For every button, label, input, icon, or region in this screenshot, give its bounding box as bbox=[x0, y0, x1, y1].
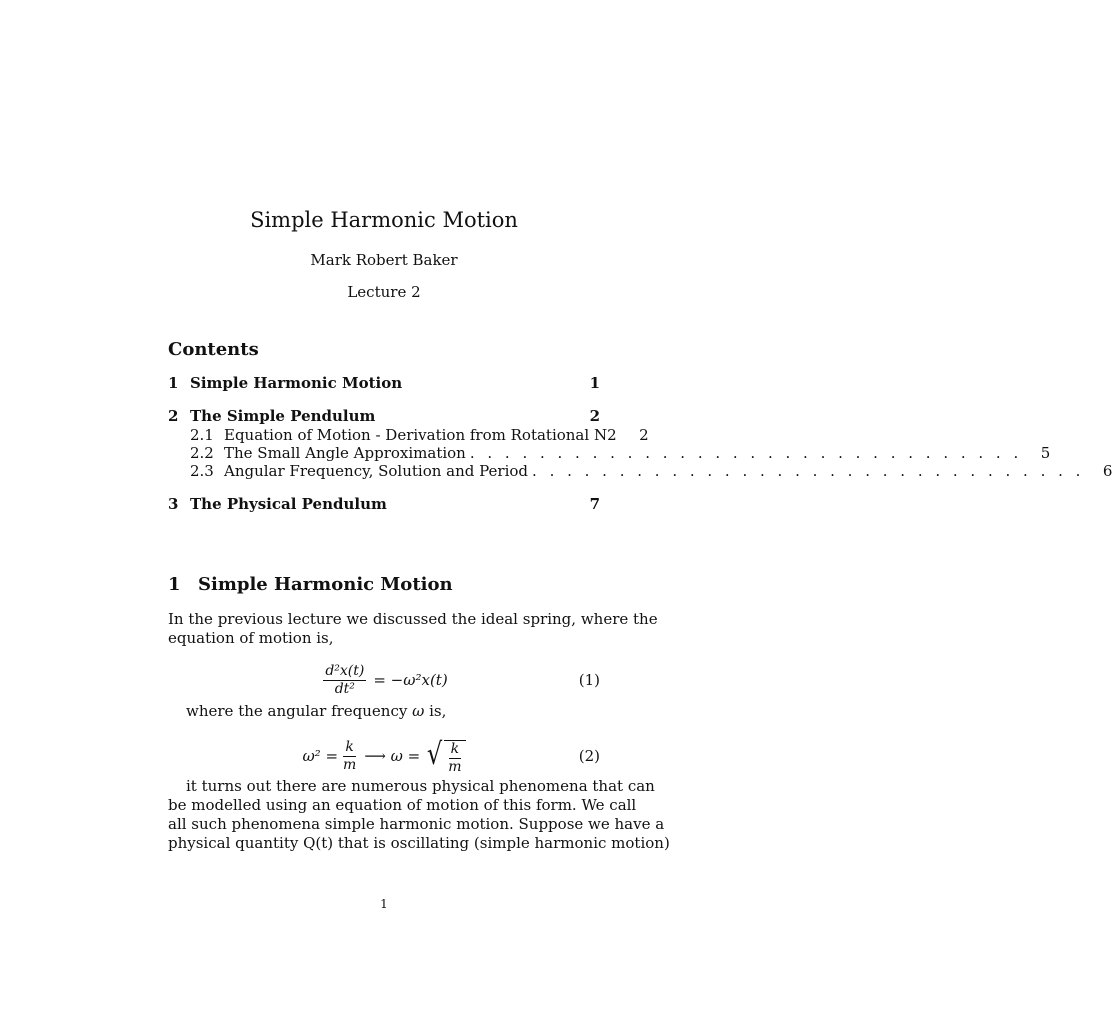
toc-entry-label: Simple Harmonic Motion bbox=[190, 374, 403, 392]
document-author: Mark Robert Baker bbox=[310, 251, 458, 269]
document-lecture: Lecture 2 bbox=[347, 283, 421, 301]
toc-entry-number: 2.3 bbox=[190, 462, 214, 480]
equation-lhs: ω² = bbox=[302, 747, 339, 765]
toc-entry-number: 3 bbox=[168, 495, 179, 513]
square-root bbox=[425, 737, 465, 776]
equation-2 bbox=[168, 736, 600, 776]
equation-arrow: ⟶ ω = bbox=[364, 747, 421, 765]
toc-entry-2-1[interactable] bbox=[168, 425, 649, 445]
toc-entry-2[interactable] bbox=[168, 406, 600, 426]
equation-number: (1) bbox=[578, 671, 600, 689]
fraction-denominator: m bbox=[448, 758, 462, 775]
text-line: be modelled using an equation of motion of this form. We call bbox=[168, 796, 637, 814]
equation-fraction bbox=[323, 663, 366, 698]
text-line: all such phenomena simple harmonic motion. Suppose we have a bbox=[168, 815, 665, 833]
text-line: In the previous lecture we discussed the ideal spring, where the bbox=[168, 610, 658, 628]
text-line: it turns out there are numerous physical phenomena that can bbox=[186, 777, 655, 795]
equation-rhs: = −ω²x(t) bbox=[373, 671, 448, 689]
equation-1 bbox=[168, 660, 600, 700]
toc-entry-page: 5 bbox=[1040, 444, 1051, 462]
text-line: equation of motion is, bbox=[168, 629, 334, 647]
page-number: 1 bbox=[380, 897, 388, 911]
paragraph-phenomena bbox=[168, 777, 670, 853]
toc-entry-page: 6 bbox=[1102, 462, 1112, 480]
fraction-numerator: k bbox=[450, 740, 460, 757]
toc-leader: . . . . . . . . . . . . . . . . . . . . . . . . . . . . . . . . bbox=[532, 462, 1085, 480]
fraction-denominator: dt² bbox=[334, 680, 355, 697]
paragraph-angular-frequency bbox=[168, 702, 600, 721]
equation-fraction bbox=[446, 741, 463, 776]
toc-entry-number: 2 bbox=[168, 407, 179, 425]
toc-entry-page: 7 bbox=[589, 495, 600, 513]
toc-entry-label: Equation of Motion - Derivation from Rotational N2 bbox=[224, 426, 617, 444]
toc-entry-label: The Small Angle Approximation bbox=[224, 444, 466, 462]
fraction-denominator: m bbox=[343, 756, 357, 773]
section-title: Simple Harmonic Motion bbox=[198, 574, 453, 595]
toc-entry-3[interactable] bbox=[168, 494, 600, 514]
toc-entry-1[interactable] bbox=[168, 373, 600, 393]
toc-entry-number: 2.1 bbox=[190, 426, 214, 444]
toc-entry-label: Angular Frequency, Solution and Period bbox=[224, 462, 529, 480]
equation-number: (2) bbox=[578, 747, 600, 765]
section-number: 1 bbox=[168, 574, 181, 595]
toc-entry-label: The Physical Pendulum bbox=[190, 495, 387, 513]
radical-sign-icon: √ bbox=[427, 736, 443, 772]
text-line: physical quantity Q(t) that is oscillating (simple harmonic motion) bbox=[168, 834, 670, 852]
toc-entry-label: The Simple Pendulum bbox=[190, 407, 376, 425]
paragraph-intro bbox=[168, 610, 658, 648]
contents-heading: Contents bbox=[168, 339, 259, 360]
toc-entry-2-3[interactable] bbox=[168, 461, 1112, 481]
toc-entry-number: 1 bbox=[168, 374, 179, 392]
text-line: where the angular frequency ω is, bbox=[186, 702, 447, 720]
toc-leader: . . . . . . . . . . . . . . . . . . . . . . . . . . . . . . . . bbox=[469, 444, 1023, 462]
document-title: Simple Harmonic Motion bbox=[250, 208, 518, 232]
toc-entry-page: 2 bbox=[639, 426, 649, 444]
toc-entry-page: 1 bbox=[589, 374, 600, 392]
toc-entry-number: 2.2 bbox=[190, 444, 214, 462]
fraction-numerator: d²x(t) bbox=[325, 662, 365, 679]
toc-entry-page: 2 bbox=[589, 407, 600, 425]
equation-fraction bbox=[341, 739, 358, 774]
section-heading bbox=[168, 573, 453, 597]
toc-entry-2-2[interactable] bbox=[168, 443, 1051, 463]
fraction-numerator: k bbox=[345, 738, 354, 755]
